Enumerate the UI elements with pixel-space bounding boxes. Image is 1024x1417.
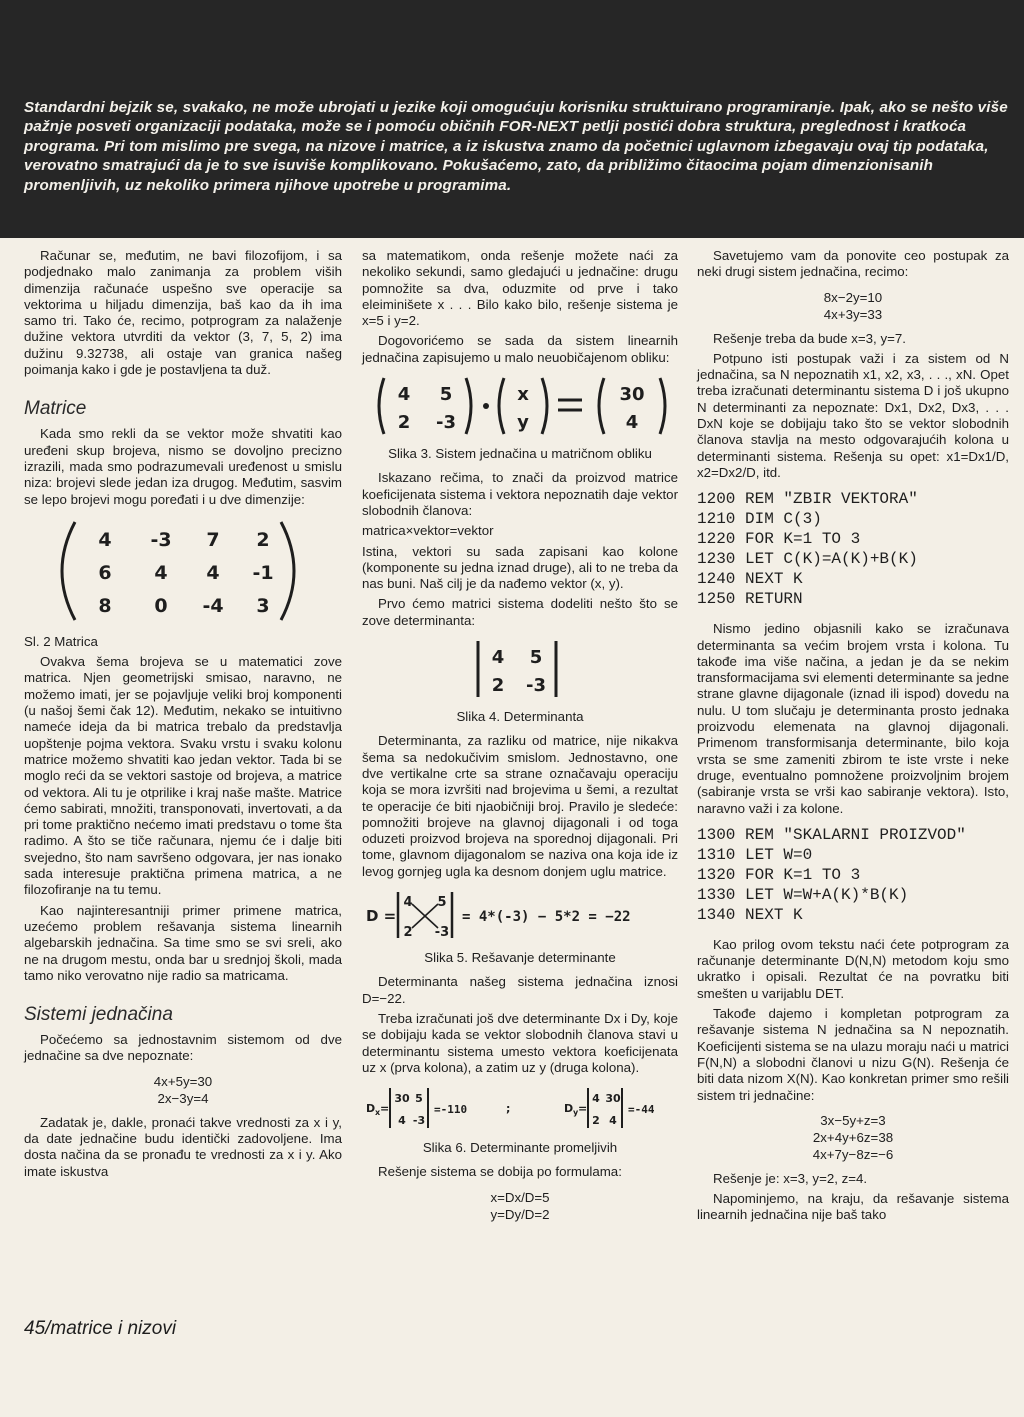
intro-text: Standardni bejzik se, svakako, ne može ubrojati u jezike koji omogućuju korisniku struktuirano programiranje. Ipak, ako se nešto više pažnje posveti organizaciji podataka, može se i pomoću običnih FOR-NEXT petlji postići dobra struktura, preglednost i kratkoća programa. Pri tom mislimo pre svega, na nizove i matrice, a iz iskustva znamo da početnici uglavnom izbegavaju ovaj tip podataka, verovatno smatrajući da je to sve isuviše komplikovano. Pokušaćemo, zato, da približimo čitaocima pojam dimenzionisanih promenljivih, uz nekoliko primera njihove upotrebe u programima. — [24, 99, 1008, 194]
svg-text:D: D — [366, 1102, 376, 1116]
equation: x=Dx/D=5 — [490, 1189, 550, 1205]
figure-caption: Slika 3. Sistem jednačina u matričnom obliku — [388, 446, 652, 462]
paragraph: Kada smo rekli da se vektor može shvatiti kao uređeni skup brojeva, nismo se dovoljno precizno izrazili, mada smo podrazumevali uređenost u smislu niza: brojevi slede jedan iza drugog. Međutim, sasvim se lepo brojevi mogu poređati i u dve dimenzije: — [24, 426, 342, 507]
equation-block — [697, 289, 1009, 323]
figure-caption: Slika 5. Rešavanje determinante — [424, 950, 616, 966]
code-line: 1300 REM "SKALARNI PROIZVOD" — [697, 825, 966, 844]
paragraph: Počećemo sa jednostavnim sistemom od dve jednačine sa dve nepoznate: — [24, 1032, 342, 1064]
matrix-cell: 4 — [592, 1092, 600, 1106]
page-footer: 45/matrice i nizovi — [24, 1318, 177, 1339]
dy-value: =-44 — [628, 1103, 655, 1117]
paragraph: Napominjemo, na kraju, da rešavanje sistema linearnih jednačina nije baš tako — [697, 1191, 1009, 1223]
code-listing-vector-sum — [697, 489, 1009, 609]
paragraph: Determinanta, za razliku od matrice, nije nikakva šema sa nedokučivim smislom. Jednostavno, one dve vertikalne crte sa strane označavaju operaciju koja se mora izvršiti nad brojevima u šemi, a rezultat te operacije će biti njaobičniji broj. Pravilo je sledeće: pomnožiti brojeve na glavnoj dijagonali i od toga oduzeti proizvod brojeva na sporednoj dijagonali. Pri tome, glavnom dijagonalom se naziva ona koja ide iz levog gornjeg ugla ka desnom donjem uglu matrice. — [362, 733, 678, 879]
determinant-solution-figure — [362, 888, 678, 942]
code-line: 1200 REM "ZBIR VEKTORA" — [697, 490, 918, 509]
equation-block — [24, 1073, 342, 1107]
matrix-cell: -3 — [412, 1114, 426, 1128]
paragraph: Rešenje treba da bude x=3, y=7. — [713, 330, 906, 346]
matrix-cell: 30 — [394, 1092, 410, 1106]
matrix-cell: 3 — [256, 594, 270, 617]
matrix-cell: 0 — [154, 594, 168, 617]
svg-text:;: ; — [506, 1102, 511, 1116]
determinant-figure — [460, 637, 580, 701]
paragraph: Rešenje je: x=3, y=2, z=4. — [713, 1170, 868, 1186]
matrix-cell: 5 — [439, 384, 453, 406]
matrix-cell: -3 — [434, 925, 450, 941]
paragraph: Potpuno isti postupak važi i za sistem od N jednačina, sa N nepoznatih x1, x2, x3, . . ., xN. Opet treba izračunati determinantu sistema D i još ukupno N determinanti za nepoznate: Dx1, Dx2, Dx3, . . . DxN koje se dobijaju tako što se vektor slobodnih članova stavlja na mesto odgovarajućih kolona u determinanti sistema. Rešenja su opet: x1=Dx1/D, x2=Dx2/D, itd. — [697, 350, 1009, 480]
paragraph: Ovakva šema brojeva se u matematici zove matrica. Njen geometrijski smisao, naravno, ne možemo imati, jer se pojavljuje veliki broj komponenti (u našoj šemi čak 12). Međutim, nekako se intuitivno nameće ideja da bi matrica trebalo da predstavlja uopštenje pojma vektora. Svaku vrstu i svaku kolonu matrice možemo shvatiti kao jedan vektor. Tada bi se moglo reći da se vektori sastoje od brojeva, a matrice od vektora. Ali tu je otprilike i kraj naše mašte. Matrice ćemo sabirati, množiti, transponovati, invertovati, a da pri tome praktično nećemo imati predstavu o tome šta radimo. A što se tiče računara, njemu će i dalje biti svejedno, što nam savršeno odgovara, jer nas ionako sada interesuje praktična primena matrica, a ne filozofiranje na tu temu. — [24, 654, 342, 898]
matrix-cell: 5 — [437, 895, 447, 911]
code-line: 1330 LET W=W+A(K)*B(K) — [697, 885, 909, 904]
column-1 — [24, 248, 342, 1184]
matrix-cell: 4 — [398, 1114, 406, 1128]
paragraph: Zadatak je, dakle, pronaći takve vrednosti za x i y, da date jednačine budu identički zadovoljene. Ima dosta načina da se pronađu te vrednosti za x i y. Ako imate iskustva — [24, 1114, 342, 1179]
column-3 — [697, 248, 1009, 1228]
vector-cell: y — [517, 412, 529, 434]
determinant-expression: = 4*(-3) − 5*2 = −22 — [462, 909, 631, 926]
paragraph: Rešenje sistema se dobija po formulama: — [378, 1164, 622, 1180]
svg-text:=: = — [380, 1102, 390, 1116]
column-2 — [362, 248, 678, 1231]
vector-cell: 4 — [625, 412, 639, 434]
matrix-cell: 4 — [98, 528, 112, 551]
paragraph: Kao prilog ovom tekstu naći ćete potprogram za računanje determinante D(N,N) metodom koju smo ukratko i opisali. Rezultat će na povratku biti smešten u varijablu DET. — [697, 936, 1009, 1001]
paragraph: Savetujemo vam da ponovite ceo postupak za neki drugi sistem jednačina, recimo: — [697, 248, 1009, 280]
matrix-cell: 5 — [529, 647, 543, 669]
vector-cell: 30 — [619, 384, 645, 406]
paragraph: Prvo ćemo matrici sistema dodeliti nešto što se zove determinanta: — [362, 596, 678, 628]
paragraph: Takođe dajemo i kompletan potprogram za rešavanje sistema N jednačina sa N nepoznatih. Koeficijenti sistema se na ulazu moraju naći u matrici F(N,N) a slobodni članovi u nizu G(N). Rešenja će biti data nizom X(N). Kao konkretan primer smo rešili sistem tri jednačine: — [697, 1006, 1009, 1103]
svg-text:x: x — [375, 1108, 381, 1118]
equation: 2x−3y=4 — [157, 1090, 209, 1106]
equation: 4x+5y=30 — [153, 1073, 213, 1089]
matrix-cell: 2 — [403, 925, 413, 941]
matrix-cell: 4 — [491, 647, 505, 669]
dx-value: =-110 — [434, 1103, 468, 1117]
matrix-cell: 4 — [403, 895, 413, 911]
matrix-cell: 4 — [609, 1114, 617, 1128]
equation: 2x+4y+6z=38 — [812, 1129, 894, 1145]
figure-caption: Slika 6. Determinante promeljivih — [422, 1140, 618, 1156]
matrix-cell: 30 — [605, 1092, 621, 1106]
matrix-cell: -3 — [436, 412, 456, 434]
paragraph: Dogovorićemo se sada da sistem linearnih jednačina zapisujemo u malo neuobičajenom obliku: — [362, 333, 678, 365]
section-heading-sistemi: Sistemi jednačina — [24, 1004, 173, 1026]
figure-caption: Sl. 2 Matrica — [24, 633, 98, 649]
variable-determinants-figure — [362, 1084, 678, 1132]
matrix-cell: -3 — [150, 528, 172, 551]
equation: 8x−2y=10 — [823, 289, 883, 305]
paragraph: Treba izračunati još dve determinante Dx i Dy, koje se dobijaju kada se vektor slobodnih članova stavi u determinantu sistema umesto vektora koeficijenata uz x (prva kolona), a zatim uz y (druga kolona). — [362, 1010, 678, 1075]
equation-block — [362, 1189, 678, 1223]
matrix-cell: 4 — [206, 561, 220, 584]
matrix-cell: 4 — [154, 561, 168, 584]
matrix-cell: -1 — [252, 561, 274, 584]
paragraph: Kao najinteresantniji primer primene matrica, uzećemo problem rešavanja sistema linearnih algebarskih jednačina. Sa time smo se svi sreli, ako ne na drugom mestu, onda bar u srednjoj školi, mada tamo niko verovatno nije radio sa matricama. — [24, 902, 342, 983]
matrix-cell: 2 — [397, 412, 411, 434]
svg-text:D: D — [564, 1102, 574, 1116]
code-line: 1250 RETURN — [697, 590, 803, 609]
matrix-figure — [33, 516, 333, 626]
formula: matrica×vektor=vektor — [362, 523, 494, 539]
matrix-cell: 5 — [415, 1092, 423, 1106]
paragraph: Iskazano rečima, to znači da proizvod matrice koeficijenata sistema i vektora nepoznatih daje vektor slobodnih članova: — [362, 470, 678, 518]
intro-banner — [0, 0, 1024, 238]
paragraph: Istina, vektori su sada zapisani kao kolone (komponente su jedna iznad druge), ali to ne treba da nas buni. Naš cilj je da nađemo vektor (x, y). — [362, 543, 678, 592]
svg-text:y: y — [573, 1108, 579, 1118]
code-line: 1310 LET W=0 — [697, 845, 813, 864]
code-line: 1220 FOR K=1 TO 3 — [697, 530, 861, 549]
code-line: 1240 NEXT K — [697, 570, 803, 589]
section-heading-matrice: Matrice — [24, 398, 87, 420]
equation-block — [697, 1112, 1009, 1163]
paragraph: Nismo jedino objasnili kako se izračunava determinanta sa većim brojem vrsta i kolona. Tu takođe ima više načina, a jedan je da se nekim transformacijama svi elementi determinante sa jedne strane glavne dijagonale (iznad ili ispod) dovedu na nulu. U tom slučaju je determinanta prosto jednaka proizvodu elemenata na glavnoj dijagonali. Primenom transformisanja determinante, bilo koja vrsta se sme zameniti zbirom te iste vrste i neke druge, eventualno pomnožene proizvoljnim brojem (sabiranje vrsta se vrši kao sabiranje vektora). Isto, naravno važi i za kolone. — [697, 621, 1009, 816]
system-matrix-figure — [370, 374, 670, 438]
paragraph: Računar se, međutim, ne bavi filozofijom, i sa podjednako malo zanimanja za problem viših dimenzija računaće uspešno sve operacije sa vektorima u hiljadu dimenzija, baš kao da ih ima samo tri. Tako će, recimo, potprogram za nalaženje dužine vektora utvrditi da vektor (3, 7, 5, 2) ima dužinu 9.32738, ali ostaje van granica našeg poimanja kako i gde je postavljena ta duž. — [24, 248, 342, 378]
matrix-cell: 8 — [98, 594, 112, 617]
equation: 4x+3y=33 — [823, 306, 883, 322]
matrix-cell: 6 — [98, 561, 112, 584]
matrix-cell: -4 — [202, 594, 224, 617]
matrix-cell: 2 — [256, 528, 270, 551]
svg-text:D =: D = — [366, 907, 397, 926]
code-listing-scalar-product — [697, 825, 1009, 925]
svg-text:=: = — [578, 1102, 588, 1116]
code-line: 1340 NEXT K — [697, 905, 803, 924]
paragraph: sa matematikom, onda rešenje možete naći za nekoliko sekundi, samo gledajući u jednačine: drugu pomnožite sa dva, oduzmite od prve i tako eleiminišete x . . . Bilo kako bilo, rešenje sistema je x=5 i y=2. — [362, 248, 678, 329]
matrix-cell: 4 — [397, 384, 411, 406]
figure-caption: Slika 4. Determinanta — [456, 709, 584, 725]
matrix-cell: -3 — [526, 675, 546, 697]
paragraph: Determinanta našeg sistema jednačina iznosi D=−22. — [362, 974, 678, 1006]
equation: 4x+7y−8z=−6 — [812, 1146, 894, 1162]
vector-cell: x — [517, 384, 529, 406]
code-line: 1210 DIM C(3) — [697, 510, 822, 529]
matrix-cell: 2 — [592, 1114, 600, 1128]
equation: y=Dy/D=2 — [490, 1206, 550, 1222]
matrix-cell: 2 — [491, 675, 505, 697]
matrix-cell: 7 — [206, 528, 220, 551]
code-line: 1320 FOR K=1 TO 3 — [697, 865, 861, 884]
code-line: 1230 LET C(K)=A(K)+B(K) — [697, 550, 918, 569]
equation: 3x−5y+z=3 — [820, 1112, 886, 1128]
